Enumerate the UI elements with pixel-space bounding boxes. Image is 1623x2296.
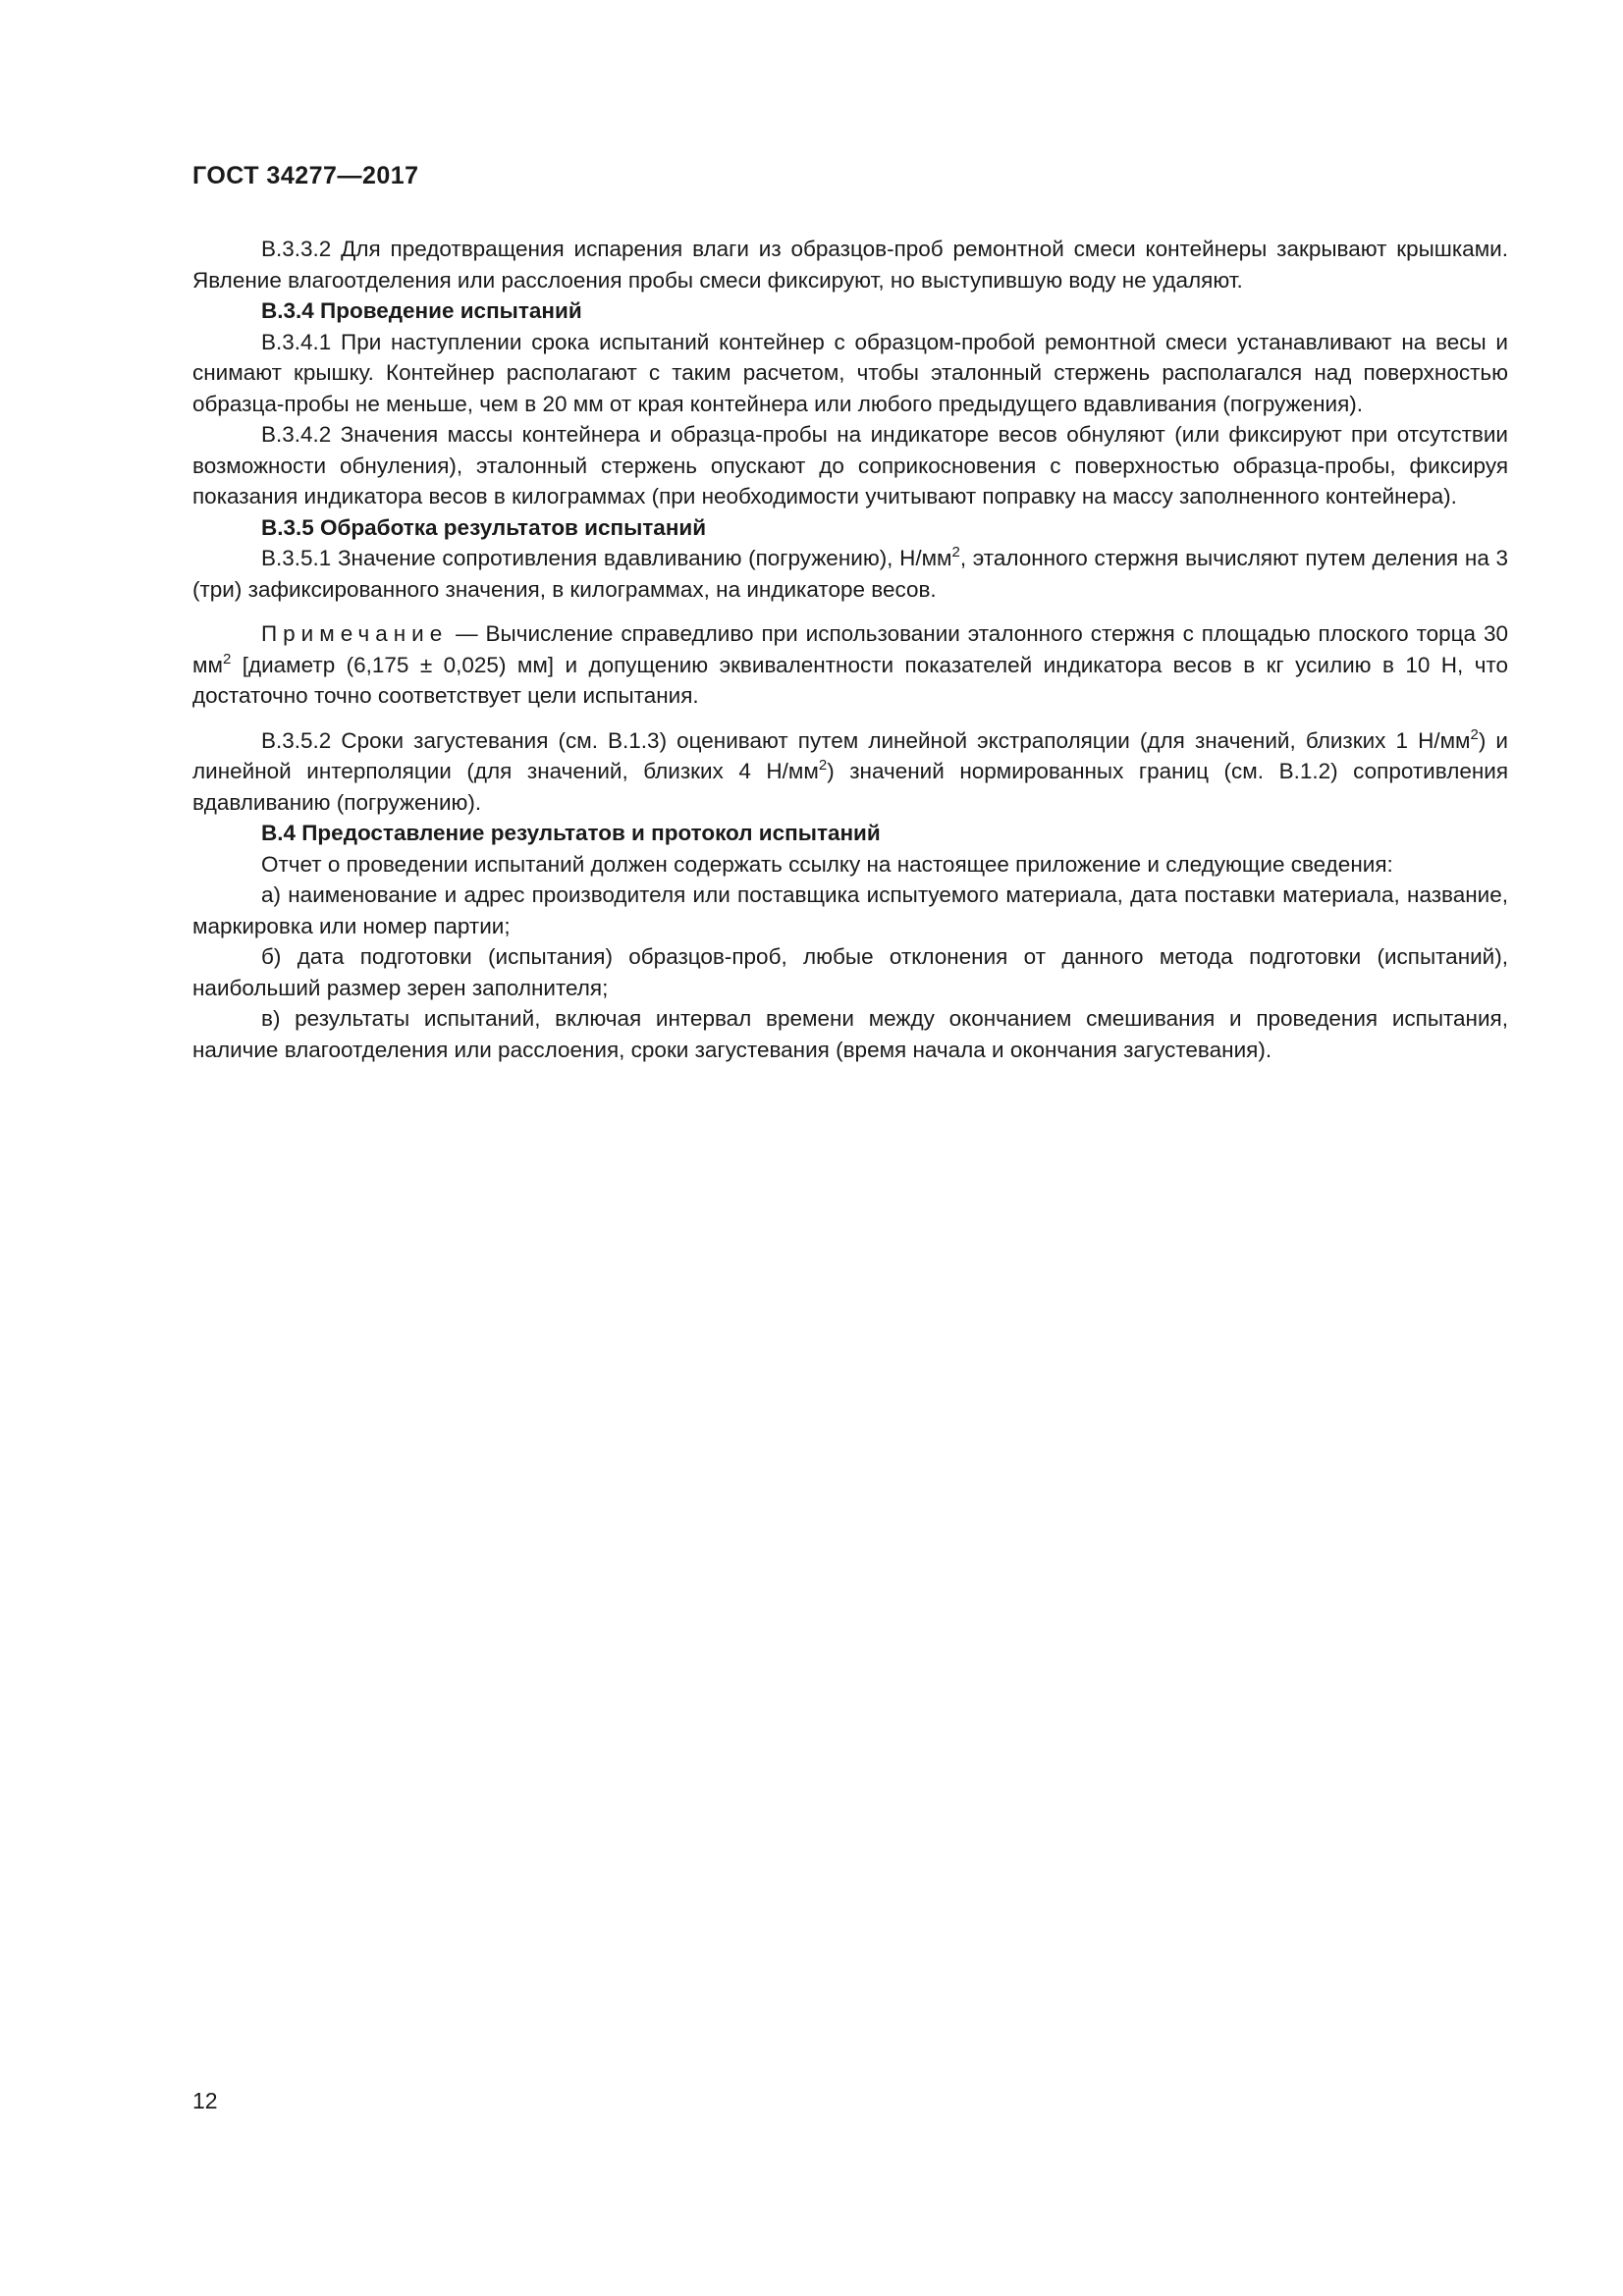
paragraph-b3351-part2: , эталонного стержня вычисляют путем деления на 3 (три) зафиксированного значения, в килограммах, на индикаторе весов. [192,546,1508,602]
superscript: 2 [818,757,828,774]
list-item-a: а) наименование и адрес производителя или поставщика испытуемого материала, дата поставки материала, название, маркировка или номер партии; [192,882,1508,938]
heading-b335: В.3.5 Обработка результатов испытаний [261,514,707,540]
page-number: 12 [192,2088,218,2113]
paragraph-b332: В.3.3.2 Для предотвращения испарения влаги из образцов-проб ремонтной смеси контейнеры закрывают крышками. Явление влагоотделения или расслоения пробы смеси фиксируют, но выступившую воду не удаляют. [192,237,1508,293]
document-header: ГОСТ 34277—2017 [192,162,419,189]
paragraph-b3341: В.3.4.1 При наступлении срока испытаний контейнер с образцом-пробой ремонтной смеси устанавливают на весы и снимают крышку. Контейнер располагают с таким расчетом, чтобы эталонный стержень располагался над поверхностью образца-пробы не меньше, чем в 20 мм от края контейнера или любого предыдущего вдавливания (погружения). [192,329,1508,416]
heading-b34: В.4 Предоставление результатов и протокол испытаний [261,821,881,845]
note-part2: [диаметр (6,175 ± 0,025) мм] и допущению эквивалентности показателей индикатора весов в кг усилию в 10 Н, что достаточно точно соответствует цели испытания. [192,652,1508,708]
heading-b334: В.3.4 Проведение испытаний [261,298,582,323]
note-paragraph [192,618,1508,712]
superscript: 2 [222,650,232,667]
list-item-b: б) дата подготовки (испытания) образцов-проб, любые отклонения от данного метода подготовки (испытаний), наибольший размер зерен заполнителя; [192,944,1508,1000]
paragraph-b3352-part1: В.3.5.2 Сроки загустевания (см. В.1.3) оценивают путем линейной экстраполяции (для значений, близких 1 Н/мм [261,727,1471,753]
paragraph-b3342: В.3.4.2 Значения массы контейнера и образца-пробы на индикаторе весов обнуляют (или фиксируют при отсутствии возможности обнуления), эталонный стержень опускают до соприкосновения с поверхностью образца-пробы, фиксируя показания индикатора весов в килограммах (при необходимости учитывают поправку на массу заполненного контейнера). [192,422,1508,508]
paragraph-b34-intro: Отчет о проведении испытаний должен содержать ссылку на настоящее приложение и следующие сведения: [261,851,1393,877]
list-item-c: в) результаты испытаний, включая интервал времени между окончанием смешивания и проведения испытания, наличие влагоотделения или расслоения, сроки загустевания (время начала и окончания загустевания). [192,1006,1508,1062]
note-label: Примечание [261,621,449,646]
paragraph-b3351 [192,543,1508,605]
superscript: 2 [1470,725,1479,743]
paragraph-b3352-part3: ) значений нормированных границ (см. В.1.2) сопротивления вдавливанию (погружению). [192,759,1509,815]
document-body [192,234,1508,1065]
note-part1: — Вычисление справедливо при использовании эталонного стержня с площадью плоского торца 30 мм [192,621,1508,677]
paragraph-b3352-part2: ) и линейной интерполяции (для значений, близких 4 Н/мм [192,727,1509,783]
paragraph-b3351-part1: В.3.5.1 Значение сопротивления вдавливанию (погружению), Н/мм [261,546,952,570]
superscript: 2 [951,544,960,561]
paragraph-b3352 [192,725,1508,819]
